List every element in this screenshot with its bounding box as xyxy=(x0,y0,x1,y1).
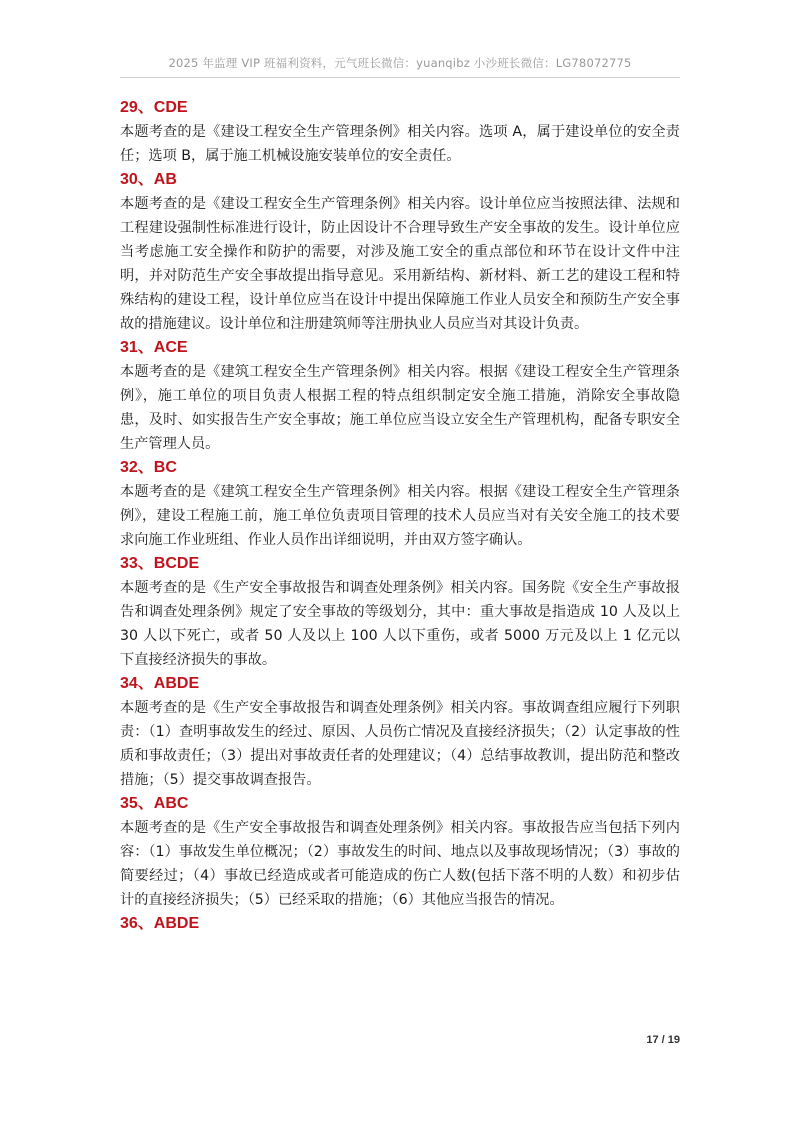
page-number: 17 / 19 xyxy=(646,1034,680,1046)
answer-explanations xyxy=(120,96,680,936)
question-34 xyxy=(120,672,680,792)
question-36 xyxy=(120,912,680,936)
explanation-text: 本题考查的是《建设工程安全生产管理条例》相关内容。设计单位应当按照法律、法规和工程建设强制性标准进行设计，防止因设计不合理导致生产安全事故的发生。设计单位应当考虑施工安全操作和防护的需要，对涉及施工安全的重点部位和环节在设计文件中注明，并对防范生产安全事故提出指导意见。采用新结构、新材料、新工艺的建设工程和特殊结构的建设工程，设计单位应当在设计中提出保障施工作业人员安全和预防生产安全事故的措施建议。设计单位和注册建筑师等注册执业人员应当对其设计负责。 xyxy=(120,196,680,332)
question-31 xyxy=(120,336,680,456)
explanation-text: 本题考查的是《生产安全事故报告和调查处理条例》相关内容。事故调查组应履行下列职责：（1）查明事故发生的经过、原因、人员伤亡情况及直接经济损失；（2）认定事故的性质和事故责任；（3）提出对事故责任者的处理建议；（4）总结事故教训，提出防范和整改措施；（5）提交事故调查报告。 xyxy=(120,700,680,788)
explanation-text: 本题考查的是《建筑工程安全生产管理条例》相关内容。根据《建设工程安全生产管理条例》，建设工程施工前，施工单位负责项目管理的技术人员应当对有关安全施工的技术要求向施工作业班组、作业人员作出详细说明，并由双方签字确认。 xyxy=(120,484,680,548)
question-30 xyxy=(120,168,680,336)
answer-heading: 33、BCDE xyxy=(120,555,200,572)
question-35 xyxy=(120,792,680,912)
answer-heading: 34、ABDE xyxy=(120,675,200,692)
question-33 xyxy=(120,552,680,672)
explanation-text: 本题考查的是《生产安全事故报告和调查处理条例》相关内容。事故报告应当包括下列内容：（1）事故发生单位概况；（2）事故发生的时间、地点以及事故现场情况；（3）事故的简要经过；（4）事故已经造成或者可能造成的伤亡人数(包括下落不明的人数）和初步估计的直接经济损失；（5）已经采取的措施；（6）其他应当报告的情况。 xyxy=(120,820,680,908)
page-header: 2025 年监理 VIP 班福利资料，元气班长微信：yuanqibz 小沙班长微信：LG78072775 xyxy=(168,56,632,70)
answer-heading: 36、ABDE xyxy=(120,915,200,932)
question-29 xyxy=(120,96,680,168)
answer-heading: 32、BC xyxy=(120,459,177,476)
header-divider xyxy=(120,77,680,78)
answer-heading: 30、AB xyxy=(120,171,177,188)
explanation-text: 本题考查的是《建筑工程安全生产管理条例》相关内容。根据《建设工程安全生产管理条例》，施工单位的项目负责人根据工程的特点组织制定安全施工措施，消除安全事故隐患，及时、如实报告生产安全事故；施工单位应当设立安全生产管理机构，配备专职安全生产管理人员。 xyxy=(120,364,680,452)
question-32 xyxy=(120,456,680,552)
explanation-text: 本题考查的是《建设工程安全生产管理条例》相关内容。选项 A，属于建设单位的安全责任；选项 B，属于施工机械设施安装单位的安全责任。 xyxy=(120,124,680,164)
answer-heading: 31、ACE xyxy=(120,339,188,356)
answer-heading: 35、ABC xyxy=(120,795,189,812)
answer-heading: 29、CDE xyxy=(120,99,188,116)
explanation-text: 本题考查的是《生产安全事故报告和调查处理条例》相关内容。国务院《安全生产事故报告和调查处理条例》规定了安全事故的等级划分，其中：重大事故是指造成 10 人及以上 30 人以下死亡，或者 50 人及以上 100 人以下重伤，或者 5000 万元及以上 1 亿元以下直接经济损失的事故。 xyxy=(120,580,680,668)
